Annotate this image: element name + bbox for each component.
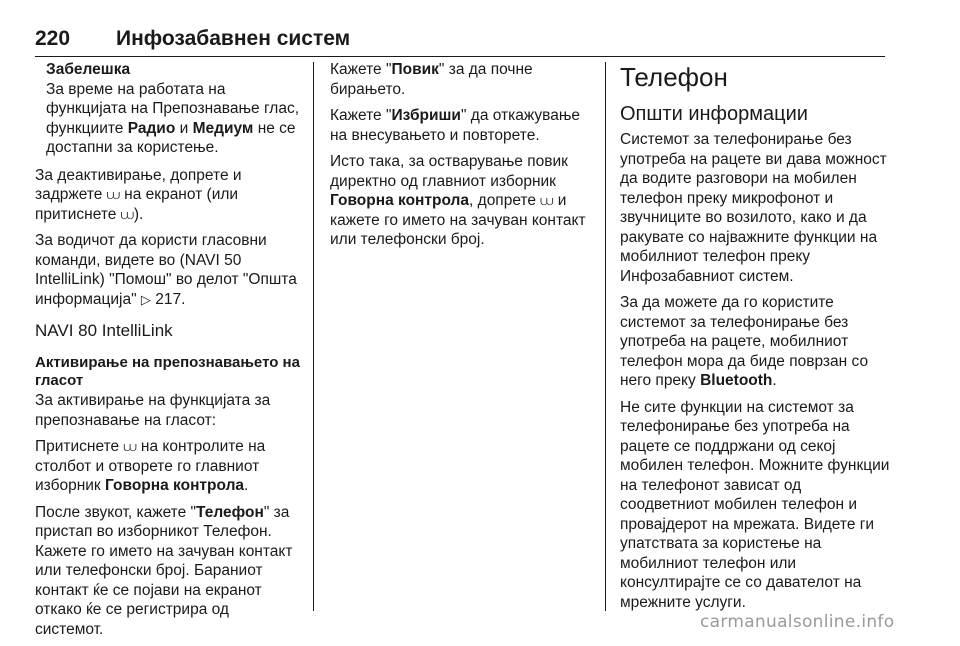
column-2	[330, 60, 598, 257]
column-1	[35, 60, 300, 646]
chapter-heading: Телефон	[620, 62, 728, 92]
paragraph: За активирање на функцијата за препознавање на гласот:	[35, 392, 271, 429]
paragraph: После звукот, кажете "Телефон" за пристап во изборникот Телефон. Кажете го името на зачуван контакт или телефонски број. Бараниот контакт ќе се појави на екранот откако ќе се регистрира од системот.	[35, 503, 293, 638]
page-title: Инфозабавнен систем	[116, 27, 351, 50]
watermark: carmanualsonline.info	[700, 612, 895, 632]
column-3	[620, 60, 892, 619]
section-heading: Општи информации	[620, 103, 808, 125]
paragraph: За да можете да го користите системот за телефонирање без употреба на рацете, мобилниот телефон мора да биде поврзан со него преку Bluetooth.	[620, 294, 869, 389]
paragraph: Притиснете ⩊ на контролите на столбот и отворете го главниот изборник Говорна контрола.	[35, 438, 266, 494]
section-heading: NAVI 80 IntelliLink	[35, 321, 173, 340]
page-number: 220	[35, 27, 71, 50]
column-divider	[605, 62, 606, 611]
voice-command-icon: ⩊	[106, 187, 120, 202]
paragraph: За деактивирање, допрете и задржете ⩊ на екранот (или притиснете ⩊).	[35, 166, 242, 223]
paragraph: Исто така, за остварување повик директно од главниот изборник Говорна контрола, допрете ⩊ и кажете го името на зачуван контакт или телефонски број.	[330, 153, 586, 248]
note-title: Забелешка	[46, 61, 131, 78]
voice-command-icon: ⩊	[540, 193, 554, 208]
page-reference-icon: ▷	[140, 291, 151, 307]
page-header	[35, 26, 885, 57]
column-divider	[313, 62, 314, 611]
voice-command-icon: ⩊	[123, 439, 137, 454]
subsection-heading: Активирање на препознавањето на гласот	[35, 354, 300, 389]
paragraph: За водичот да користи гласовни команди, видете во (NAVI 50 IntelliLink) "Помош" во делот "Општа информација" ▷ 217.	[35, 232, 297, 308]
paragraph: Не сите функции на системот за телефонирање без употреба на рацете се поддржани од секој мобилен телефон. Можните функции на телефонот зависат од соодветниот мобилен телефон и провајдерот на мрежата. Видете ги упатствата за користење на мобилниот телефон или консултирајте се со давателот на мрежните услуги.	[620, 398, 890, 611]
paragraph: Кажете "Повик" за да почне бирањето.	[330, 61, 533, 98]
voice-command-icon: ⩊	[120, 206, 134, 222]
note-box	[35, 60, 300, 158]
paragraph: Кажете "Избриши" да откажување на внесувањето и повторете.	[330, 107, 581, 144]
paragraph: Системот за телефонирање без употреба на рацете ви дава можност да водите разговори на мобилен телефон преку микрофонот и звучниците во возилото, како и да ракувате со најважните функции на мобилниот телефон преку Инфозабавниот систем.	[620, 131, 887, 285]
note-text: За време на работата на функцијата на Препознавање глас, функциите Радио и Медиум не се достапни за користење.	[46, 80, 300, 156]
